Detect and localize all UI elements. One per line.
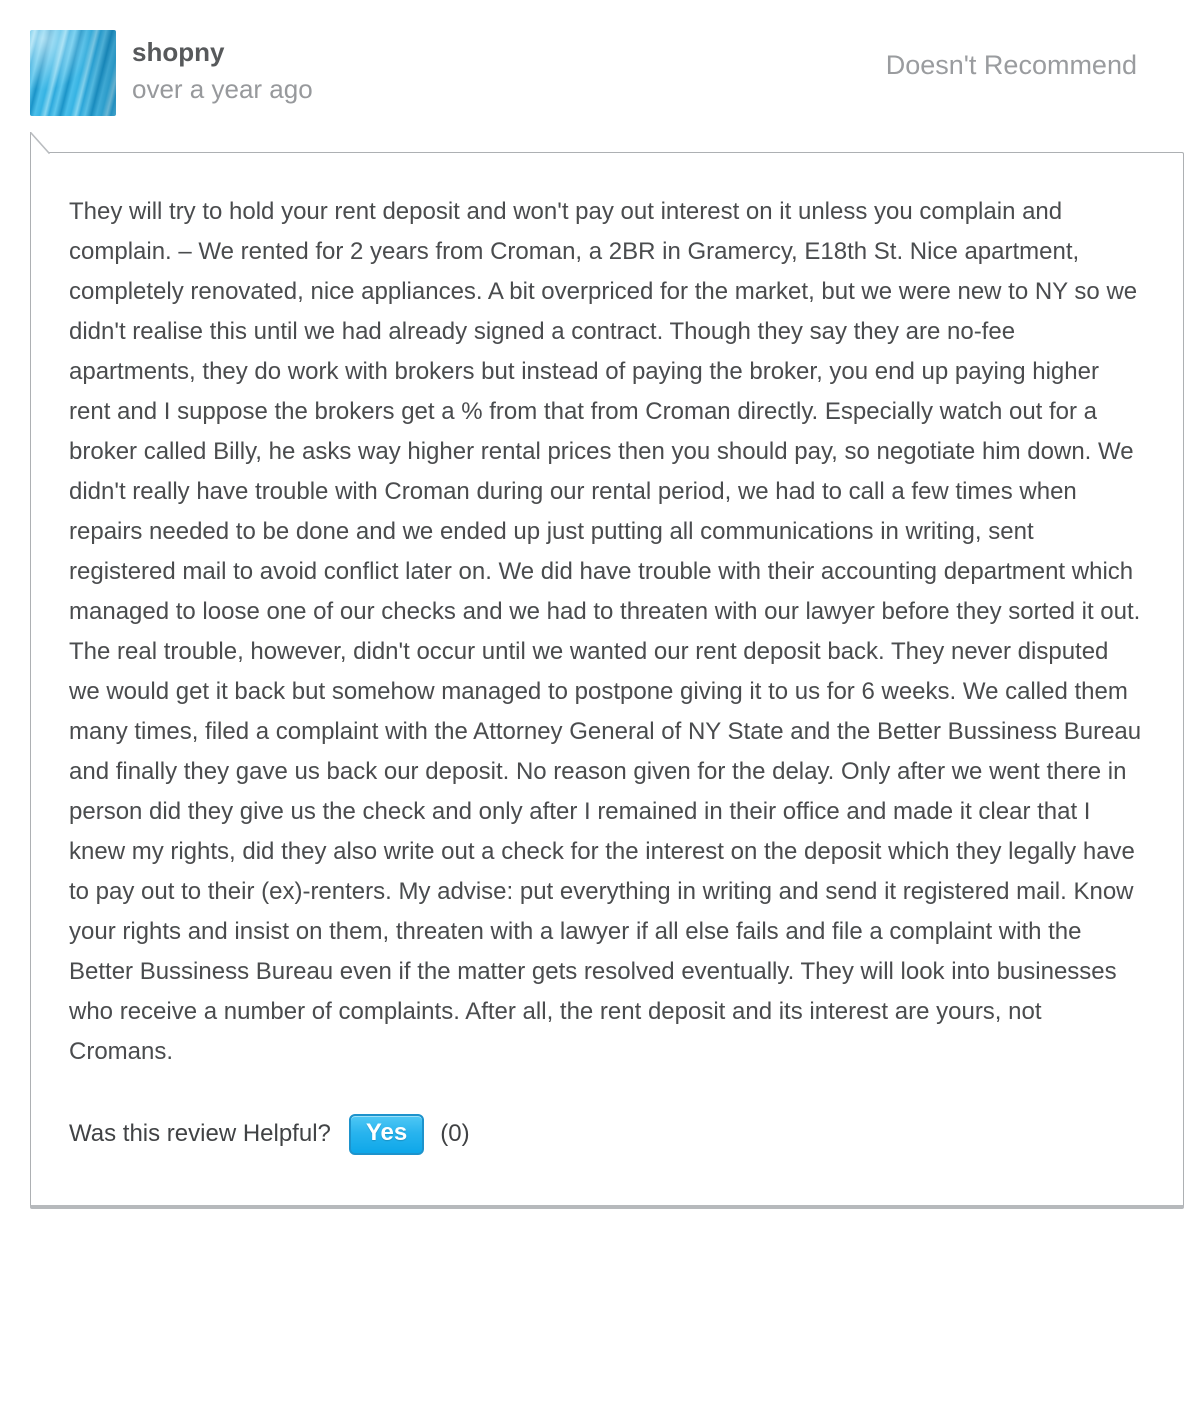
helpful-row [69, 1114, 1143, 1155]
helpful-count: (0) [440, 1120, 470, 1148]
helpful-prompt: Was this review Helpful? [69, 1120, 331, 1148]
review-body-text: They will try to hold your rent deposit and won't pay out interest on it unless you complain and complain. – We rented for 2 years from Croman, a 2BR in Gramercy, E18th St. Nice apartment, completely renovated, nice appliances. A bit overpriced for the market, but we were new to NY so we didn't realise this until we had already signed a contract. Though they say they are no-fee apartments, they do work with brokers but instead of paying the broker, you end up paying higher rent and I suppose the brokers get a % from that from Croman directly. Especially watch out for a broker called Billy, he asks way higher rental prices then you should pay, so negotiate him down. We didn't really have trouble with Croman during our rental period, we had to call a few times when repairs needed to be done and we ended up just putting all communications in writing, sent registered mail to avoid conflict later on. We did have trouble with their accounting department which managed to loose one of our checks and we had to threaten with our lawyer before they sorted it out. The real trouble, however, didn't occur until we wanted our rent deposit back. They never disputed we would get it back but somehow managed to postpone giving it to us for 6 weeks. We called them many times, filed a complaint with the Attorney General of NY State and the Better Bussiness Bureau and finally they gave us back our deposit. No reason given for the delay. Only after we went there in person did they give us the check and only after I remained in their office and made it clear that I knew my rights, did they also write out a check for the interest on the deposit which they legally have to pay out to their (ex)-renters. My advise: put everything in writing and send it registered mail. Know your rights and insist on them, threaten with a lawyer if all else fails and file a complaint with the Better Bussiness Bureau even if the matter gets resolved eventually. They will look into businesses who receive a number of complaints. After all, the rent deposit and its interest are yours, not Cromans. [69, 198, 1142, 1065]
review-bubble [30, 152, 1184, 1209]
bubble-tail-icon [30, 132, 51, 154]
review-header [30, 30, 1184, 116]
user-meta [132, 30, 313, 103]
helpful-yes-button[interactable]: Yes [349, 1114, 424, 1155]
recommendation-status: Doesn't Recommend [885, 50, 1137, 80]
avatar[interactable] [30, 30, 116, 116]
review-timestamp: over a year ago [132, 73, 313, 104]
username: shopny [132, 37, 225, 67]
